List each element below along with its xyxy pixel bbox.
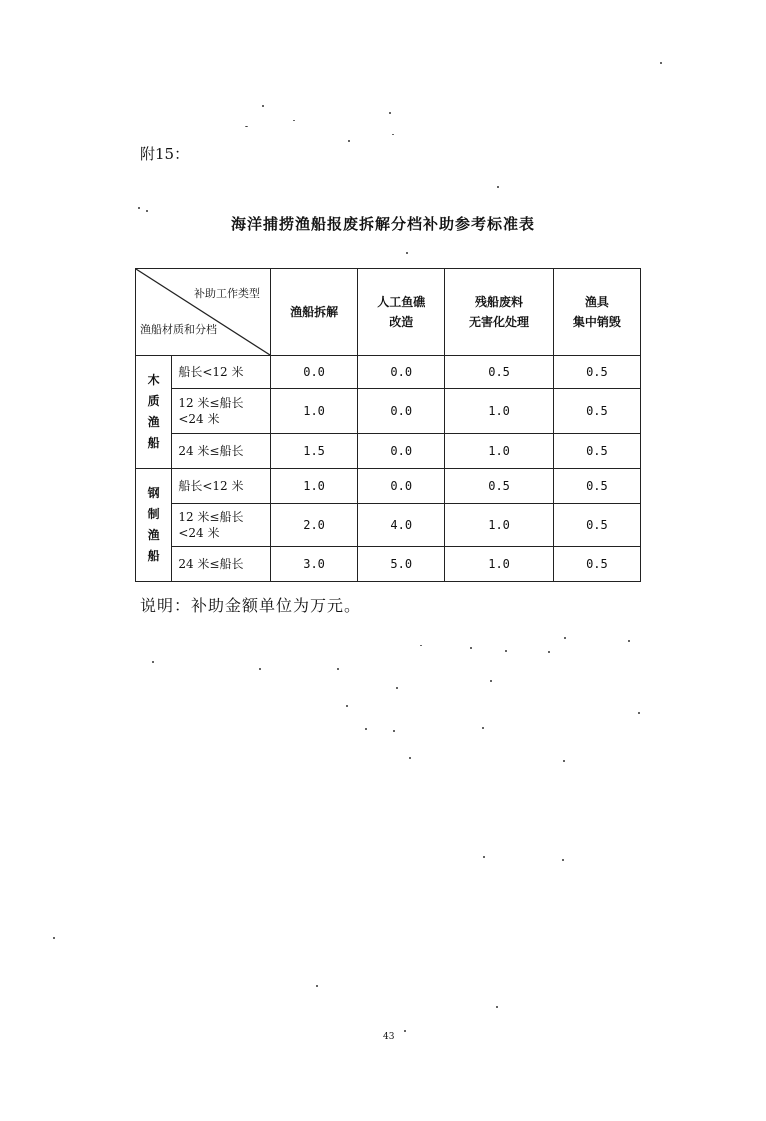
value-cell: 1.0: [271, 469, 358, 504]
value-cell: 0.5: [553, 547, 640, 582]
corner-top-label: 补助工作类型: [194, 287, 260, 300]
table-note: 说明：补助金额单位为万元。: [140, 596, 362, 615]
table-header-row: [136, 269, 641, 356]
size-range-cell: 12 米≤船长 <24 米: [172, 504, 271, 547]
table-row: [136, 469, 641, 504]
value-cell: 0.0: [358, 356, 445, 389]
column-header-waste-treatment: 残船废料 无害化处理: [445, 269, 554, 356]
corner-bottom-label: 渔船材质和分档: [140, 323, 217, 336]
table-row: [136, 504, 641, 547]
value-cell: 0.5: [553, 434, 640, 469]
size-range-cell: 24 米≤船长: [172, 434, 271, 469]
column-header-gear-destruction: 渔具 集中销毁: [553, 269, 640, 356]
column-header-artificial-reef: 人工鱼礁 改造: [358, 269, 445, 356]
value-cell: 0.5: [553, 469, 640, 504]
category-steel-vessel: 钢 制 渔 船: [136, 469, 172, 582]
subsidy-table: [135, 268, 641, 582]
value-cell: 0.0: [358, 389, 445, 434]
table-row: [136, 389, 641, 434]
category-wooden-vessel: 木 质 渔 船: [136, 356, 172, 469]
value-cell: 1.0: [271, 389, 358, 434]
page-number: 43: [383, 1032, 395, 1042]
value-cell: 0.5: [445, 469, 554, 504]
table-title: 海洋捕捞渔船报废拆解分档补助参考标准表: [230, 215, 535, 233]
value-cell: 0.5: [553, 389, 640, 434]
column-header-dismantling: 渔船拆解: [271, 269, 358, 356]
value-cell: 0.0: [358, 469, 445, 504]
value-cell: 0.5: [553, 356, 640, 389]
value-cell: 1.5: [271, 434, 358, 469]
value-cell: 0.0: [271, 356, 358, 389]
value-cell: 3.0: [271, 547, 358, 582]
value-cell: 2.0: [271, 504, 358, 547]
table-row: [136, 356, 641, 389]
size-range-cell: 24 米≤船长: [172, 547, 271, 582]
annex-label: 附15：: [140, 145, 190, 163]
value-cell: 0.5: [553, 504, 640, 547]
table-row: [136, 434, 641, 469]
size-range-cell: 12 米≤船长 <24 米: [172, 389, 271, 434]
value-cell: 4.0: [358, 504, 445, 547]
diagonal-header-cell: [136, 269, 271, 356]
size-range-cell: 船长<12 米: [172, 356, 271, 389]
value-cell: 1.0: [445, 547, 554, 582]
value-cell: 0.0: [358, 434, 445, 469]
size-range-cell: 船长<12 米: [172, 469, 271, 504]
table-row: [136, 547, 641, 582]
value-cell: 0.5: [445, 356, 554, 389]
value-cell: 1.0: [445, 434, 554, 469]
value-cell: 5.0: [358, 547, 445, 582]
value-cell: 1.0: [445, 389, 554, 434]
value-cell: 1.0: [445, 504, 554, 547]
diagonal-line: [136, 269, 270, 355]
